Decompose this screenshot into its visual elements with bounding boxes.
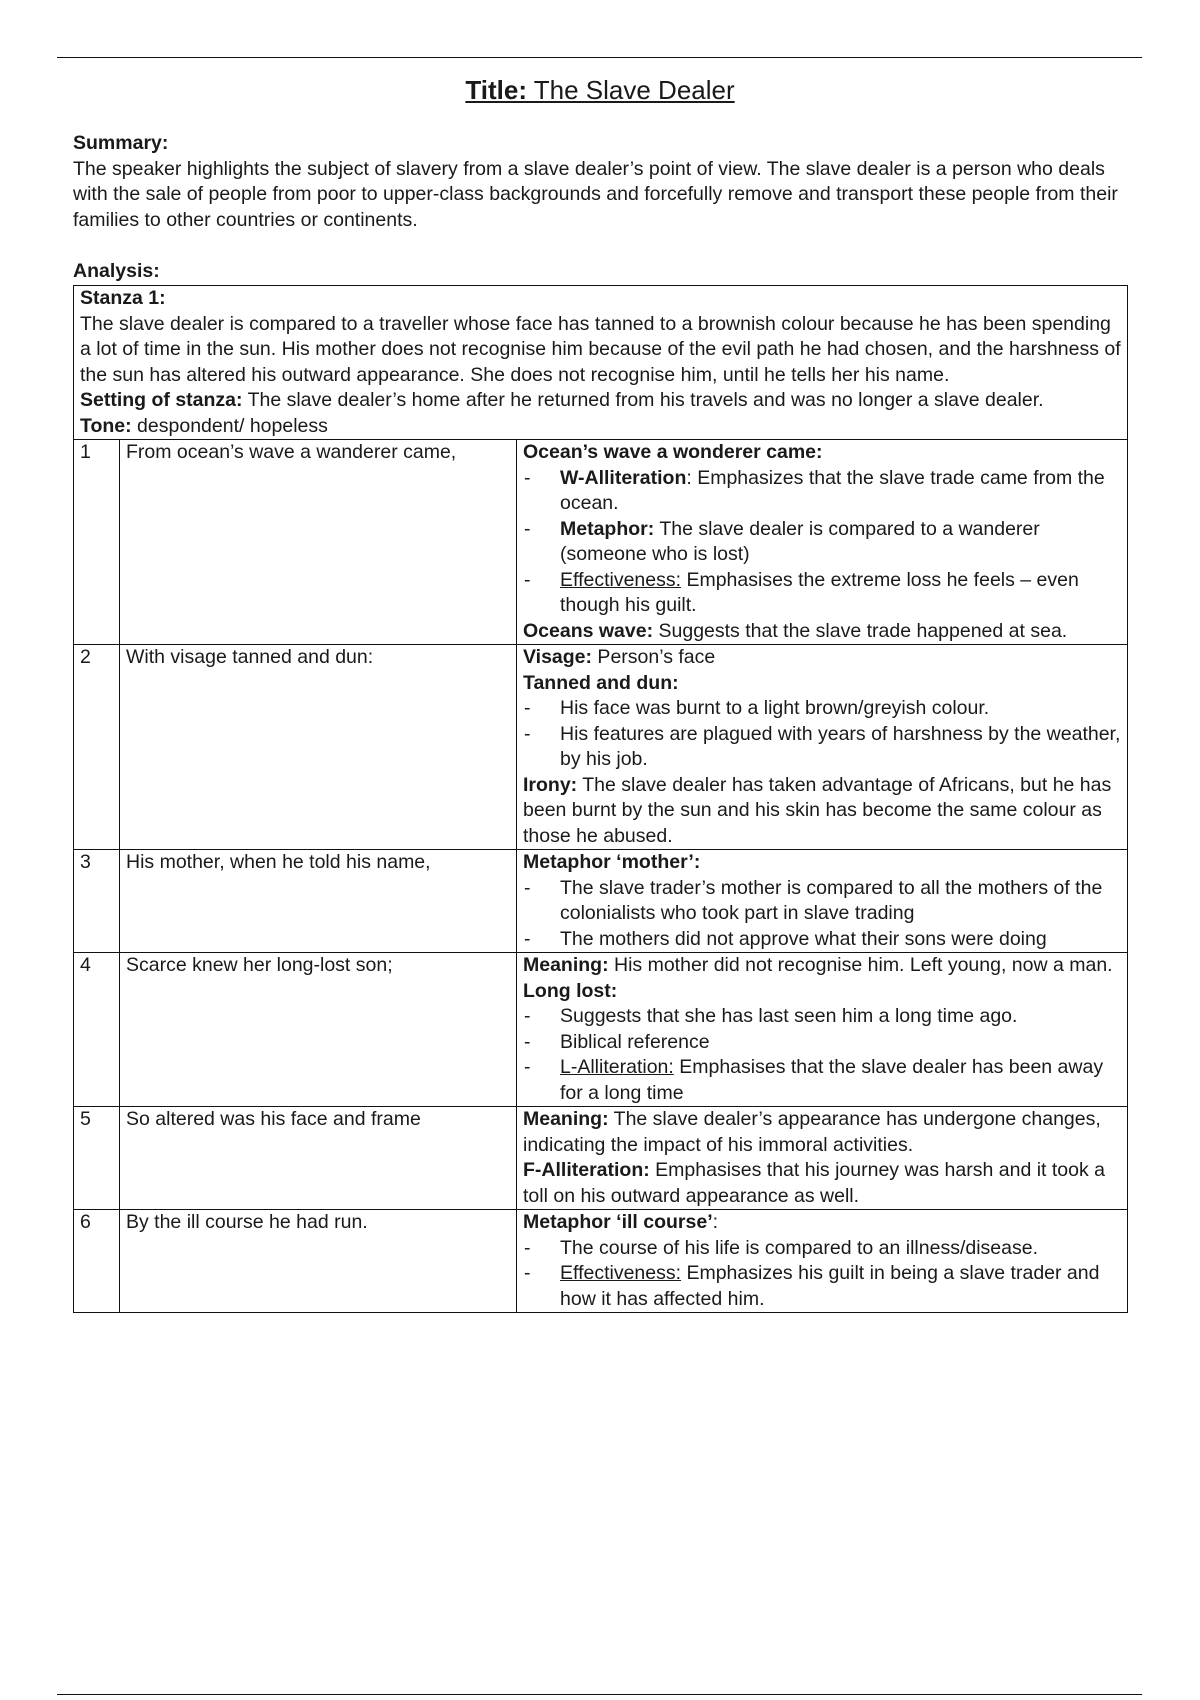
bullet-text: : Emphasizes that the slave trade came from the ocean. (560, 466, 1105, 514)
bullet-text: His face was burnt to a light brown/greyish colour. (560, 697, 990, 719)
analysis-bullet (523, 696, 1121, 722)
summary-heading: Summary: (73, 132, 169, 154)
line-number: 3 (74, 850, 120, 953)
tone-text: despondent/ hopeless (131, 414, 328, 437)
line-analysis (517, 850, 1128, 953)
analysis-bullet (523, 517, 1121, 568)
analysis-heading: Analysis: (73, 260, 160, 282)
analysis-bullet-list (523, 466, 1121, 619)
analysis-paragraph (523, 1158, 1121, 1209)
stanza-tone (80, 414, 1121, 440)
bullet-underlined-term: Effectiveness: (560, 568, 682, 591)
analysis-bullet (523, 1030, 1121, 1056)
line-number: 5 (74, 1107, 120, 1210)
summary-section (73, 131, 1133, 233)
line-analysis (517, 1107, 1128, 1210)
analysis-paragraph (523, 1107, 1121, 1158)
analysis-term: Meaning: (523, 954, 609, 976)
summary-text: The speaker highlights the subject of slavery from a slave dealer’s point of view. The slave dealer is a person who deals with the sale of people from poor to upper-class backgrounds and forcefully remove and transport these people from their families to other countries or continents. (73, 157, 1118, 231)
analysis-term: Visage: (523, 646, 593, 668)
bullet-text: Suggests that she has last seen him a long time ago. (560, 1005, 1018, 1027)
analysis-term: Oceans wave: (523, 619, 654, 642)
stanza-description: The slave dealer is compared to a traveller whose face has tanned to a brownish colour because he has been spending a lot of time in the sun. His mother does not recognise him because of the evil path he had chosen, and the harshness of the sun has altered his outward appearance. She does not recognise him, until he tells her his name. (80, 312, 1121, 386)
analysis-bullet (523, 568, 1121, 619)
poem-line: So altered was his face and frame (120, 1107, 517, 1210)
line-analysis (517, 1210, 1128, 1313)
line-analysis (517, 645, 1128, 850)
poem-line: His mother, when he told his name, (120, 850, 517, 953)
analysis-bullet (523, 1055, 1121, 1106)
analysis-bullet-list (523, 1004, 1121, 1106)
analysis-bullet-list (523, 876, 1121, 953)
analysis-text: Person’s face (592, 646, 716, 668)
analysis-bullet-list (523, 1236, 1121, 1313)
analysis-heading-line (523, 671, 1121, 697)
tone-label: Tone: (80, 414, 132, 437)
analysis-text: The slave dealer has taken advantage of Africans, but he has been burnt by the sun and his skin has become the same colour as those he abused. (523, 773, 1112, 847)
line-number: 2 (74, 645, 120, 850)
poem-line: Scarce knew her long-lost son; (120, 953, 517, 1107)
bullet-text: Emphasizes his guilt in being a slave trader and how it has affected him. (560, 1262, 1100, 1310)
analysis-term: Tanned and dun: (523, 671, 679, 694)
line-analysis (517, 440, 1128, 645)
analysis-paragraph (523, 1210, 1121, 1236)
analysis-paragraph (523, 953, 1121, 979)
table-row (74, 645, 1128, 850)
bullet-underlined-term: L-Alliteration: (560, 1056, 674, 1078)
top-rule (57, 57, 1142, 58)
bullet-text: The mothers did not approve what their sons were doing (560, 927, 1047, 950)
title-text: The Slave Dealer (527, 75, 735, 105)
analysis-term: Irony: (523, 773, 578, 796)
analysis-bullet (523, 722, 1121, 773)
line-number: 4 (74, 953, 120, 1107)
bullet-text: The course of his life is compared to an illness/disease. (560, 1236, 1038, 1259)
table-row (74, 440, 1128, 645)
stanza-header-row (74, 286, 1128, 440)
analysis-text: The slave dealer’s appearance has undergone changes, indicating the impact of his immoral activities. (523, 1108, 1101, 1156)
analysis-bullet (523, 1236, 1121, 1262)
bullet-text: Emphasises the extreme loss he feels – even though his guilt. (560, 568, 1079, 616)
bullet-text: The slave dealer is compared to a wanderer (someone who is lost) (560, 517, 1040, 565)
analysis-term: F-Alliteration: (523, 1159, 650, 1181)
analysis-table (73, 285, 1128, 1313)
poem-line: From ocean’s wave a wanderer came, (120, 440, 517, 645)
line-number: 1 (74, 440, 120, 645)
bottom-rule (57, 1694, 1142, 1695)
bullet-text: Emphasises that the slave dealer has been away for a long time (560, 1056, 1104, 1104)
analysis-term: Metaphor ‘mother’: (523, 851, 701, 873)
analysis-term: Meaning: (523, 1108, 609, 1130)
table-row (74, 850, 1128, 953)
setting-label: Setting of stanza: (80, 389, 243, 411)
bullet-underlined-term: Effectiveness: (560, 1262, 682, 1284)
analysis-text: His mother did not recognise him. Left young, now a man. (608, 954, 1113, 976)
table-row (74, 953, 1128, 1107)
analysis-bullet (523, 1261, 1121, 1312)
analysis-bullet (523, 466, 1121, 517)
analysis-bullet (523, 876, 1121, 927)
poem-line: With visage tanned and dun: (120, 645, 517, 850)
analysis-heading-line (523, 979, 1121, 1005)
table-row (74, 1210, 1128, 1313)
analysis-text: : (712, 1211, 719, 1233)
analysis-bullet-list (523, 696, 1121, 773)
bullet-term: Metaphor: (560, 517, 655, 540)
poem-line: By the ill course he had run. (120, 1210, 517, 1313)
setting-text: The slave dealer’s home after he returned from his travels and was no longer a slave dealer. (242, 389, 1044, 411)
analysis-term: Ocean’s wave a wonderer came: (523, 441, 823, 463)
line-analysis (517, 953, 1128, 1107)
bullet-text: Biblical reference (560, 1030, 710, 1053)
analysis-paragraph (523, 773, 1121, 850)
analysis-bullet (523, 1004, 1121, 1030)
analysis-heading-line (523, 850, 1121, 876)
analysis-term: Metaphor ‘ill course’ (523, 1211, 713, 1233)
stanza-heading: Stanza 1: (80, 287, 166, 309)
stanza-setting (80, 388, 1121, 414)
bullet-text: The slave trader’s mother is compared to all the mothers of the colonialists who took part in slave trading (560, 876, 1103, 924)
analysis-text: Emphasises that his journey was harsh and it took a toll on his outward appearance as well. (523, 1159, 1105, 1207)
table-row (74, 1107, 1128, 1210)
analysis-paragraph (523, 645, 1121, 671)
analysis-term: Long lost: (523, 979, 618, 1002)
analysis-paragraph (523, 619, 1121, 645)
stanza-cell (74, 286, 1128, 440)
title-prefix: Title: (465, 75, 527, 105)
page-title (0, 74, 1200, 106)
bullet-text: His features are plagued with years of harshness by the weather, by his job. (560, 722, 1121, 770)
line-number: 6 (74, 1210, 120, 1313)
analysis-text: Suggests that the slave trade happened at sea. (653, 619, 1068, 642)
bullet-term: W-Alliteration (560, 466, 687, 489)
analysis-heading-line (523, 440, 1121, 466)
analysis-bullet (523, 927, 1121, 953)
